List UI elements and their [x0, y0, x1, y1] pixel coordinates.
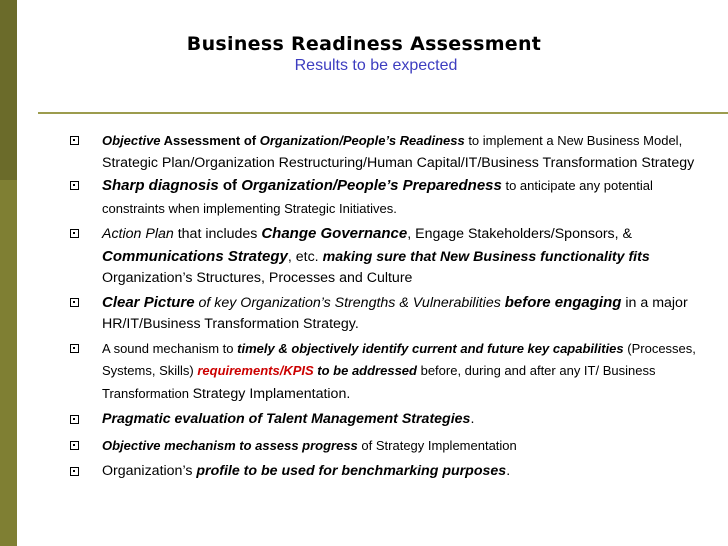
bullet-list	[70, 130, 710, 483]
square-bullet-icon	[70, 344, 79, 353]
square-bullet-icon	[70, 441, 79, 450]
list-item: Organization’s profile to be used for benchmarking purposes.	[70, 461, 710, 483]
square-bullet-icon	[70, 467, 79, 476]
square-bullet-icon	[70, 229, 79, 238]
list-item: Sharp diagnosis of Organization/People’s Preparedness to anticipate any potential constraints when implementing Strategic Initiatives.	[70, 175, 710, 220]
square-bullet-icon	[70, 298, 79, 307]
list-item: Clear Picture of key Organization’s Strengths & Vulnerabilities before engaging in a major HR/IT/Business Transformation Strategy.	[70, 292, 710, 336]
list-item: Objective Assessment of Organization/People’s Readiness to implement a New Business Model, Strategic Plan/Organization Restructuring/Human Capital/IT/Business Transformation Strategy	[70, 130, 710, 174]
list-item: A sound mechanism to timely & objectively identify current and future key capabilities (Processes, Systems, Skills) requirements/KPIS to be addressed before, during and after any IT/ Business Transformation Strategy Implamentation.	[70, 338, 710, 406]
slide-subtitle: Results to be expected	[294, 57, 458, 74]
side-accent-bar-upper	[0, 0, 17, 180]
list-item: Objective mechanism to assess progress of Strategy Implementation	[70, 435, 710, 458]
slide-title: Business Readiness Assessment	[186, 33, 542, 55]
list-item: Action Plan that includes Change Governance, Engage Stakeholders/Sponsors, & Communications Strategy, etc. making sure that New Business functionality fits Organization’s Structures, Processes and Culture	[70, 223, 710, 290]
square-bullet-icon	[70, 181, 79, 190]
side-accent-bar	[0, 0, 17, 546]
list-item: Pragmatic evaluation of Talent Management Strategies.	[70, 409, 710, 431]
square-bullet-icon	[70, 136, 79, 145]
title-divider	[38, 112, 728, 114]
square-bullet-icon	[70, 415, 79, 424]
